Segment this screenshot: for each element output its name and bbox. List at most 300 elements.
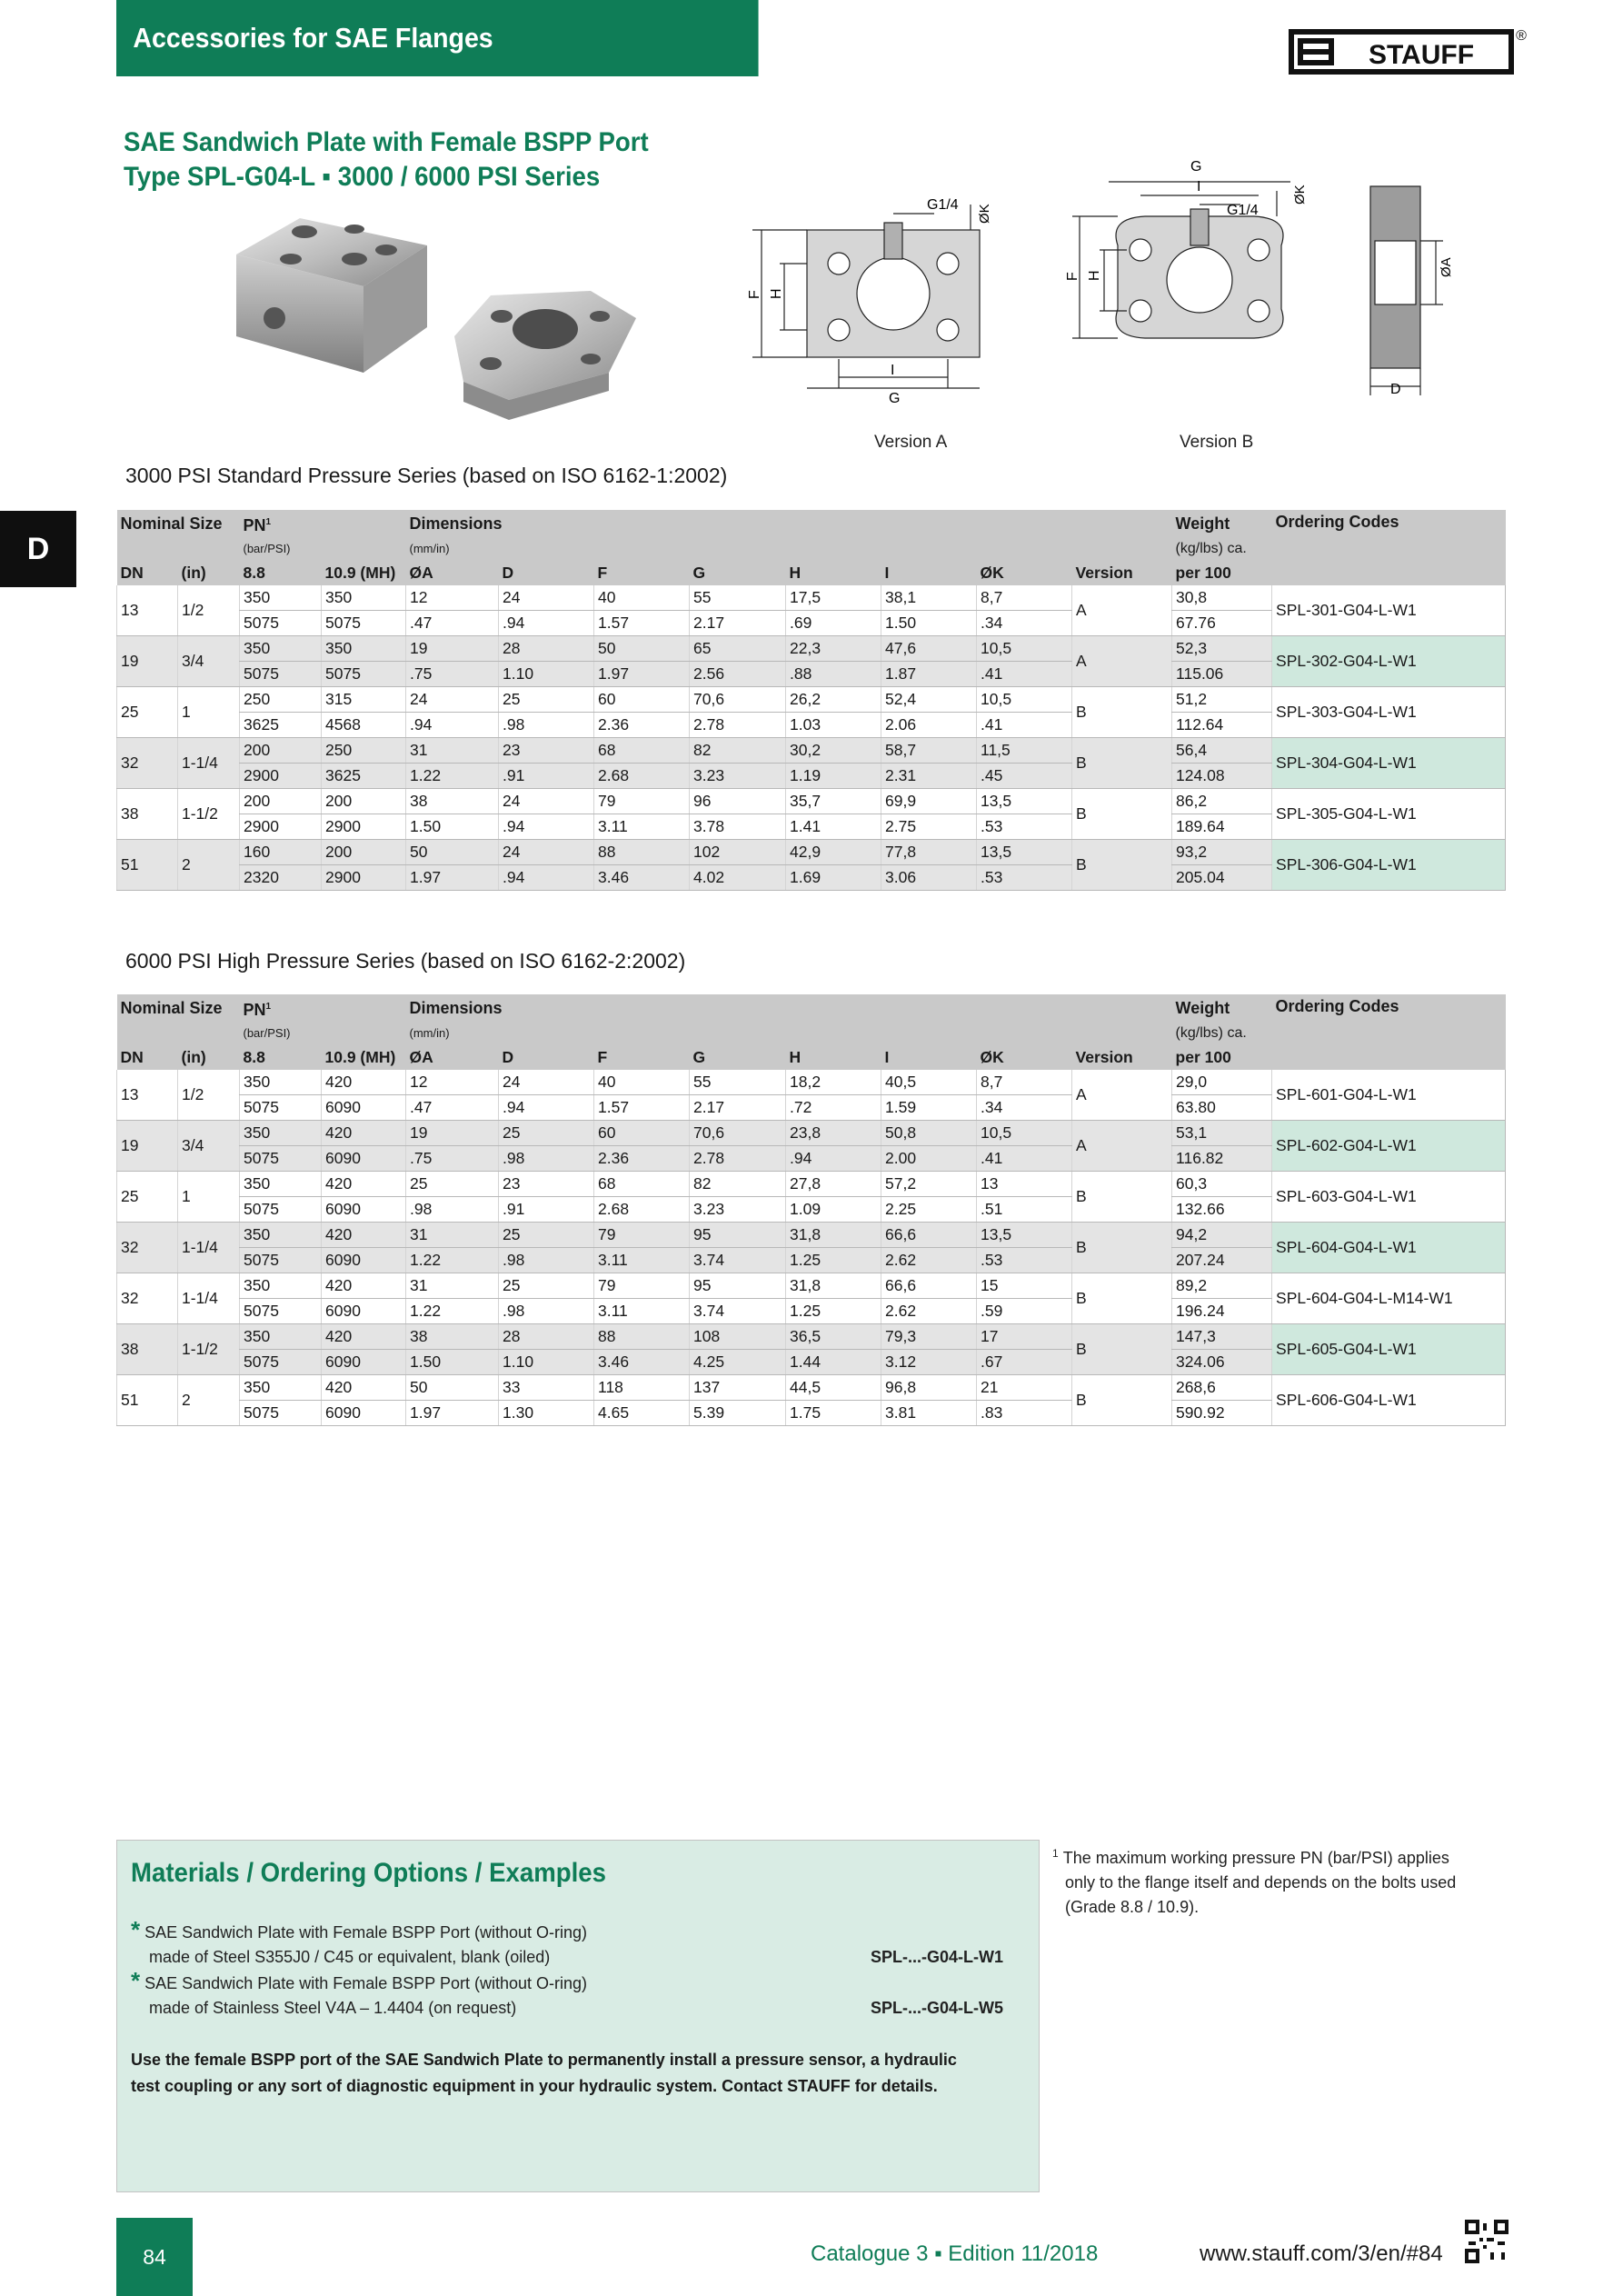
table-cell: 13	[977, 1172, 1072, 1197]
table-3000-psi: Nominal Size $PN^1$ Dimensions Weight Ordering Codes (bar/PSI) (mm/in) (kg/lbs) ca. DN (in) 8.8 10.9 (MH) ØA D F G H I ØK Version per 100 13 1/2 350 350 12 24 40 55 17,5 38,1 8,7 A 30,8 SPL-301-G04-L-W1 5075 5075 .47 .94 1.57 2.17 .69 1.50 .34 67.76 19 3/4 350 350 19 28 50 65 22,3 47,6 10,5 A 52,3 SPL-302-G04-L-W1 5075 5075 .75 1.10 1.97 2.56 .88 1.87 .41 115.06 25 1 250 315 24 25 60 70,6 26,2 52,4 10,5 B 51,2 SPL-303-G04-L-W1 3625 4568 .94 .98 2.36 2.78 1.03 2.06 .41 112.64 32 1-1/4 200 250 31 23 68 82 30,2 58,7 11,5 B 56,4 SPL-304-G04-L-W1 2900 3625 1.22 .91 2.68 3.23 1.19 2.31 .45 124.08 38 1-1/2 200 200 38 24 79 96 35,7 69,9 13,5 B 86,2 SPL-305-G04-L-W1 2900 2900 1.50 .94 3.11 3.78 1.41 2.75 .53 189.64 51 2 160 200 50 24 88 102 42,9 77,8 13,5 B 93,2 SPL-306-G04-L-W1 2320 2900 1.97 .94 3.46 4.02 1.69 3.06 .53 205.04	[116, 510, 1506, 891]
ordering-code: SPL-601-G04-L-W1	[1272, 1070, 1506, 1121]
table-cell: 5075	[240, 1299, 322, 1324]
svg-text:I: I	[891, 363, 895, 378]
table-cell: 60,3	[1172, 1172, 1272, 1197]
table-cell: 79	[594, 1223, 690, 1248]
brand-name: STAUFF	[1368, 40, 1475, 70]
table-cell: .75	[406, 1146, 499, 1172]
table-cell: 13	[117, 585, 178, 636]
table-cell: 95	[690, 1223, 786, 1248]
table-cell: .83	[977, 1401, 1072, 1426]
table-cell: 102	[690, 840, 786, 865]
version-a-caption: Version A	[874, 433, 948, 452]
table-cell: 15	[977, 1273, 1072, 1299]
drawing-side-section	[1352, 177, 1452, 404]
table-cell: 79	[594, 1273, 690, 1299]
svg-text:H: H	[769, 288, 784, 299]
table-cell: .88	[786, 662, 881, 687]
table-cell: 70,6	[690, 687, 786, 713]
table-cell: 19	[117, 1121, 178, 1172]
table-cell: 33	[499, 1375, 594, 1401]
table-cell: 2	[178, 1375, 240, 1426]
table-row	[117, 1324, 1506, 1350]
column-header: H	[786, 560, 881, 585]
table-cell: 5.39	[690, 1401, 786, 1426]
svg-text:D: D	[1390, 382, 1401, 397]
table-cell: 51,2	[1172, 687, 1272, 713]
table-cell: .72	[786, 1095, 881, 1121]
table-cell: 32	[117, 1223, 178, 1273]
table-cell: 118	[594, 1375, 690, 1401]
table-cell: 350	[240, 585, 322, 611]
table-cell: 2.06	[881, 713, 977, 738]
table-cell: 200	[240, 789, 322, 814]
table-cell: 36,5	[786, 1324, 881, 1350]
column-header: 8.8	[240, 560, 322, 585]
column-header: H	[786, 1044, 881, 1070]
table-cell: 24	[406, 687, 499, 713]
table-cell: 66,6	[881, 1223, 977, 1248]
table-cell: 32	[117, 738, 178, 789]
table-cell: B	[1072, 1324, 1172, 1375]
table-cell: 18,2	[786, 1070, 881, 1095]
table-cell: 5075	[240, 1401, 322, 1426]
column-header: I	[881, 560, 977, 585]
table-cell: 19	[406, 1121, 499, 1146]
table-cell: 2.56	[690, 662, 786, 687]
table-cell: 420	[322, 1121, 406, 1146]
table-cell: 96	[690, 789, 786, 814]
table-cell: 189.64	[1172, 814, 1272, 840]
table-cell: 47,6	[881, 636, 977, 662]
table-cell: 6090	[322, 1401, 406, 1426]
materials-item-2: * SAE Sandwich Plate with Female BSPP Port (without O-ring) made of Stainless Steel V4A – 1.4404 (on request) SPL-...-G04-L-W5	[131, 1969, 1003, 2021]
order-code-w5: SPL-...-G04-L-W5	[870, 1999, 1003, 2017]
table-cell: 93,2	[1172, 840, 1272, 865]
table-cell: 58,7	[881, 738, 977, 764]
table-cell: .34	[977, 1095, 1072, 1121]
table-cell: 115.06	[1172, 662, 1272, 687]
table-cell: 60	[594, 1121, 690, 1146]
table-cell: 25	[499, 1121, 594, 1146]
column-header: D	[499, 560, 594, 585]
column-header: 8.8	[240, 1044, 322, 1070]
table-cell: 24	[499, 789, 594, 814]
table-cell: 1.10	[499, 662, 594, 687]
column-header: F	[594, 1044, 690, 1070]
table-cell: 350	[322, 636, 406, 662]
table-cell: 88	[594, 840, 690, 865]
table-cell: 63.80	[1172, 1095, 1272, 1121]
column-header: per 100	[1172, 560, 1272, 585]
table-cell: 53,1	[1172, 1121, 1272, 1146]
table-cell: 42,9	[786, 840, 881, 865]
table-cell: 23,8	[786, 1121, 881, 1146]
table-cell: 3.11	[594, 814, 690, 840]
table-cell: .94	[499, 865, 594, 891]
section-header-bar	[116, 0, 759, 76]
table-cell: 1.50	[406, 1350, 499, 1375]
table-cell: 5075	[240, 1095, 322, 1121]
table-cell: 68	[594, 738, 690, 764]
table-cell: 51	[117, 840, 178, 891]
table-cell: 268,6	[1172, 1375, 1272, 1401]
table-cell: 95	[690, 1273, 786, 1299]
svg-text:H: H	[1087, 270, 1102, 281]
table-cell: B	[1072, 1273, 1172, 1324]
table-cell: 2.78	[690, 713, 786, 738]
table-cell: .98	[499, 713, 594, 738]
table-cell: 28	[499, 1324, 594, 1350]
table-cell: 1.57	[594, 611, 690, 636]
table-cell: 28	[499, 636, 594, 662]
table-cell: 590.92	[1172, 1401, 1272, 1426]
table-cell: .47	[406, 611, 499, 636]
table-cell: 2900	[240, 814, 322, 840]
series-3000-heading: 3000 PSI Standard Pressure Series (based on ISO 6162-1:2002)	[125, 464, 728, 487]
table-cell: 2.68	[594, 764, 690, 789]
table-cell: 19	[406, 636, 499, 662]
table-cell: 3/4	[178, 1121, 240, 1172]
table-cell: 24	[499, 840, 594, 865]
table-row	[117, 1172, 1506, 1197]
table-cell: 51	[117, 1375, 178, 1426]
table-cell: 1	[178, 687, 240, 738]
table-cell: 5075	[322, 662, 406, 687]
table-cell: 31	[406, 1273, 499, 1299]
table-cell: 1.97	[406, 865, 499, 891]
table-cell: 1-1/2	[178, 1324, 240, 1375]
table-cell: 38	[406, 1324, 499, 1350]
table-cell: 3.23	[690, 764, 786, 789]
table-cell: .53	[977, 865, 1072, 891]
qr-code-icon	[1465, 2220, 1508, 2263]
table-cell: 1.03	[786, 713, 881, 738]
table-cell: 40	[594, 1070, 690, 1095]
table-cell: .45	[977, 764, 1072, 789]
table-cell: 1.57	[594, 1095, 690, 1121]
table-cell: 25	[499, 687, 594, 713]
table-cell: 10,5	[977, 636, 1072, 662]
table-cell: 137	[690, 1375, 786, 1401]
table-cell: 67.76	[1172, 611, 1272, 636]
table-cell: B	[1072, 789, 1172, 840]
table-cell: 196.24	[1172, 1299, 1272, 1324]
ordering-code: SPL-301-G04-L-W1	[1272, 585, 1506, 636]
table-cell: .51	[977, 1197, 1072, 1223]
table-cell: .98	[499, 1248, 594, 1273]
column-header: per 100	[1172, 1044, 1272, 1070]
table-cell: .69	[786, 611, 881, 636]
column-header: D	[499, 1044, 594, 1070]
table-cell: 55	[690, 1070, 786, 1095]
ordering-code: SPL-606-G04-L-W1	[1272, 1375, 1506, 1426]
table-cell: 23	[499, 738, 594, 764]
table-row	[117, 840, 1506, 865]
bullet-star-icon: *	[131, 1916, 141, 1943]
table-cell: 89,2	[1172, 1273, 1272, 1299]
table-cell: 350	[240, 1070, 322, 1095]
table-cell: 250	[240, 687, 322, 713]
ordering-code: SPL-604-G04-L-M14-W1	[1272, 1273, 1506, 1324]
table-cell: 2.62	[881, 1248, 977, 1273]
column-header: G	[690, 560, 786, 585]
table-cell: 124.08	[1172, 764, 1272, 789]
table-cell: 200	[240, 738, 322, 764]
table-cell: .98	[406, 1197, 499, 1223]
table-cell: 2.68	[594, 1197, 690, 1223]
svg-text:G1/4: G1/4	[927, 197, 959, 213]
table-cell: 30,2	[786, 738, 881, 764]
svg-text:F: F	[1065, 272, 1080, 281]
table-cell: .91	[499, 1197, 594, 1223]
table-cell: 147,3	[1172, 1324, 1272, 1350]
table-cell: 40,5	[881, 1070, 977, 1095]
column-header: ØA	[406, 1044, 499, 1070]
table-cell: 350	[240, 1273, 322, 1299]
table-cell: 1.25	[786, 1248, 881, 1273]
table-cell: 25	[406, 1172, 499, 1197]
table-cell: 6090	[322, 1299, 406, 1324]
table-cell: 420	[322, 1223, 406, 1248]
column-header: DN	[117, 560, 178, 585]
table-cell: 116.82	[1172, 1146, 1272, 1172]
table-cell: B	[1072, 687, 1172, 738]
table-cell: 86,2	[1172, 789, 1272, 814]
table-cell: .34	[977, 611, 1072, 636]
table-cell: .91	[499, 764, 594, 789]
svg-text:ØA: ØA	[1439, 257, 1454, 277]
table-cell: 1.41	[786, 814, 881, 840]
ordering-code: SPL-602-G04-L-W1	[1272, 1121, 1506, 1172]
table-cell: 3.46	[594, 865, 690, 891]
ordering-code: SPL-304-G04-L-W1	[1272, 738, 1506, 789]
table-cell: 38,1	[881, 585, 977, 611]
table-cell: 31	[406, 1223, 499, 1248]
table-cell: 5075	[240, 1146, 322, 1172]
table-cell: 69,9	[881, 789, 977, 814]
table-cell: 13,5	[977, 840, 1072, 865]
table-cell: 52,3	[1172, 636, 1272, 662]
column-header: 10.9 (MH)	[322, 560, 406, 585]
ordering-code: SPL-306-G04-L-W1	[1272, 840, 1506, 891]
table-cell: 3625	[240, 713, 322, 738]
table-cell: 3/4	[178, 636, 240, 687]
table-cell: 31	[406, 738, 499, 764]
table-cell: .98	[499, 1299, 594, 1324]
table-cell: 1.69	[786, 865, 881, 891]
column-header: (in)	[178, 560, 240, 585]
table-cell: 3625	[322, 764, 406, 789]
column-header: Version	[1072, 1044, 1172, 1070]
table-cell: .53	[977, 814, 1072, 840]
table-cell: 38	[117, 1324, 178, 1375]
table-row	[117, 687, 1506, 713]
table-cell: 40	[594, 585, 690, 611]
table-cell: .67	[977, 1350, 1072, 1375]
table-row	[117, 1121, 1506, 1146]
table-cell: 1.50	[881, 611, 977, 636]
table-cell: 1.22	[406, 764, 499, 789]
table-cell: 21	[977, 1375, 1072, 1401]
table-cell: 350	[240, 1121, 322, 1146]
table-cell: 50	[406, 840, 499, 865]
table-cell: 2.78	[690, 1146, 786, 1172]
table-cell: 23	[499, 1172, 594, 1197]
title-line-2: Type SPL-G04-L ▪ 3000 / 6000 PSI Series	[124, 162, 601, 192]
table-cell: 2.17	[690, 611, 786, 636]
table-cell: 1.19	[786, 764, 881, 789]
table-cell: .53	[977, 1248, 1072, 1273]
table-cell: 3.12	[881, 1350, 977, 1375]
table-cell: B	[1072, 840, 1172, 891]
table-cell: 30,8	[1172, 585, 1272, 611]
table-cell: 350	[240, 1324, 322, 1350]
table-cell: .59	[977, 1299, 1072, 1324]
table-cell: 3.46	[594, 1350, 690, 1375]
section-tab: D	[0, 511, 76, 587]
table-cell: 6090	[322, 1095, 406, 1121]
ordering-code: SPL-305-G04-L-W1	[1272, 789, 1506, 840]
table-cell: 2.62	[881, 1299, 977, 1324]
table-cell: 11,5	[977, 738, 1072, 764]
svg-text:ØK: ØK	[1292, 185, 1308, 205]
table-cell: 3.11	[594, 1299, 690, 1324]
svg-text:I: I	[1197, 179, 1201, 195]
table-cell: 2.25	[881, 1197, 977, 1223]
table-cell: 13,5	[977, 1223, 1072, 1248]
table-cell: 68	[594, 1172, 690, 1197]
table-cell: 50	[594, 636, 690, 662]
svg-text:ØK: ØK	[977, 204, 992, 224]
table-cell: 1.97	[406, 1401, 499, 1426]
table-cell: 2.36	[594, 713, 690, 738]
table-cell: 350	[322, 585, 406, 611]
table-cell: 1.10	[499, 1350, 594, 1375]
table-cell: 2320	[240, 865, 322, 891]
column-header: G	[690, 1044, 786, 1070]
table-row	[117, 738, 1506, 764]
table-cell: 132.66	[1172, 1197, 1272, 1223]
table-cell: 2900	[322, 865, 406, 891]
column-header: I	[881, 1044, 977, 1070]
table-cell: .94	[499, 611, 594, 636]
table-row	[117, 636, 1506, 662]
table-cell: 3.74	[690, 1299, 786, 1324]
table-cell: 1.59	[881, 1095, 977, 1121]
table-cell: 35,7	[786, 789, 881, 814]
ordering-code: SPL-604-G04-L-W1	[1272, 1223, 1506, 1273]
table-cell: 13	[117, 1070, 178, 1121]
table-cell: A	[1072, 1121, 1172, 1172]
table-cell: 38	[406, 789, 499, 814]
table-cell: .94	[786, 1146, 881, 1172]
table-row	[117, 585, 1506, 611]
table-cell: 3.11	[594, 1248, 690, 1273]
table-cell: .41	[977, 713, 1072, 738]
table-cell: 52,4	[881, 687, 977, 713]
table-cell: 112.64	[1172, 713, 1272, 738]
table-row	[117, 1223, 1506, 1248]
catalogue-edition: Catalogue 3 ▪ Edition 11/2018	[811, 2241, 1099, 2266]
table-cell: .98	[499, 1146, 594, 1172]
footnote: $^1$ The maximum working pressure PN (bar/PSI) applies only to the flange itself and depends on the bolts used (Grade 8.8 / 10.9).	[1052, 1847, 1457, 1916]
svg-text:G1/4: G1/4	[1227, 203, 1259, 218]
table-cell: 4568	[322, 713, 406, 738]
table-cell: 250	[322, 738, 406, 764]
table-cell: 4.25	[690, 1350, 786, 1375]
table-cell: 6090	[322, 1248, 406, 1273]
table-cell: 160	[240, 840, 322, 865]
table-cell: .41	[977, 1146, 1072, 1172]
table-cell: 27,8	[786, 1172, 881, 1197]
table-cell: 57,2	[881, 1172, 977, 1197]
table-cell: 96,8	[881, 1375, 977, 1401]
table-cell: 38	[117, 789, 178, 840]
section-title: Accessories for SAE Flanges	[133, 22, 493, 54]
table-cell: 2.75	[881, 814, 977, 840]
table-cell: 22,3	[786, 636, 881, 662]
table-cell: A	[1072, 636, 1172, 687]
table-row	[117, 1375, 1506, 1401]
table-cell: 60	[594, 687, 690, 713]
table-cell: .94	[406, 713, 499, 738]
ordering-code: SPL-302-G04-L-W1	[1272, 636, 1506, 687]
column-header: ØA	[406, 560, 499, 585]
column-header: F	[594, 560, 690, 585]
table-cell: 350	[240, 636, 322, 662]
table-cell: 350	[240, 1375, 322, 1401]
table-cell: 50,8	[881, 1121, 977, 1146]
table-cell: 56,4	[1172, 738, 1272, 764]
product-title	[124, 125, 694, 195]
table-cell: 207.24	[1172, 1248, 1272, 1273]
table-cell: .47	[406, 1095, 499, 1121]
table-cell: 82	[690, 1172, 786, 1197]
ordering-code: SPL-603-G04-L-W1	[1272, 1172, 1506, 1223]
order-code-w1: SPL-...-G04-L-W1	[870, 1948, 1003, 1966]
table-cell: 1.44	[786, 1350, 881, 1375]
drawing-version-a	[734, 186, 998, 404]
table-cell: 3.78	[690, 814, 786, 840]
table-cell: 1.50	[406, 814, 499, 840]
table-cell: 1.22	[406, 1248, 499, 1273]
table-cell: 5075	[240, 662, 322, 687]
table-cell: 420	[322, 1172, 406, 1197]
table-cell: 3.23	[690, 1197, 786, 1223]
ordering-code: SPL-605-G04-L-W1	[1272, 1324, 1506, 1375]
series-6000-heading: 6000 PSI High Pressure Series (based on ISO 6162-2:2002)	[125, 949, 686, 973]
table-cell: 50	[406, 1375, 499, 1401]
table-cell: 420	[322, 1324, 406, 1350]
column-header: ØK	[977, 1044, 1072, 1070]
table-cell: 29,0	[1172, 1070, 1272, 1095]
column-header: ØK	[977, 560, 1072, 585]
svg-text:F: F	[747, 290, 762, 299]
footer-url[interactable]: www.stauff.com/3/en/#84	[1200, 2241, 1443, 2266]
table-cell: 1.87	[881, 662, 977, 687]
table-cell: 5075	[240, 1197, 322, 1223]
table-cell: 12	[406, 585, 499, 611]
table-cell: 350	[240, 1223, 322, 1248]
svg-text:G: G	[889, 391, 901, 406]
table-cell: 12	[406, 1070, 499, 1095]
table-cell: 1.30	[499, 1401, 594, 1426]
materials-item-1: * SAE Sandwich Plate with Female BSPP Port (without O-ring) made of Steel S355J0 / C45 or equivalent, blank (oiled) SPL-...-G04-L-W1	[131, 1918, 1003, 1970]
table-cell: 1.25	[786, 1299, 881, 1324]
table-cell: 5075	[240, 611, 322, 636]
table-cell: 5075	[322, 611, 406, 636]
